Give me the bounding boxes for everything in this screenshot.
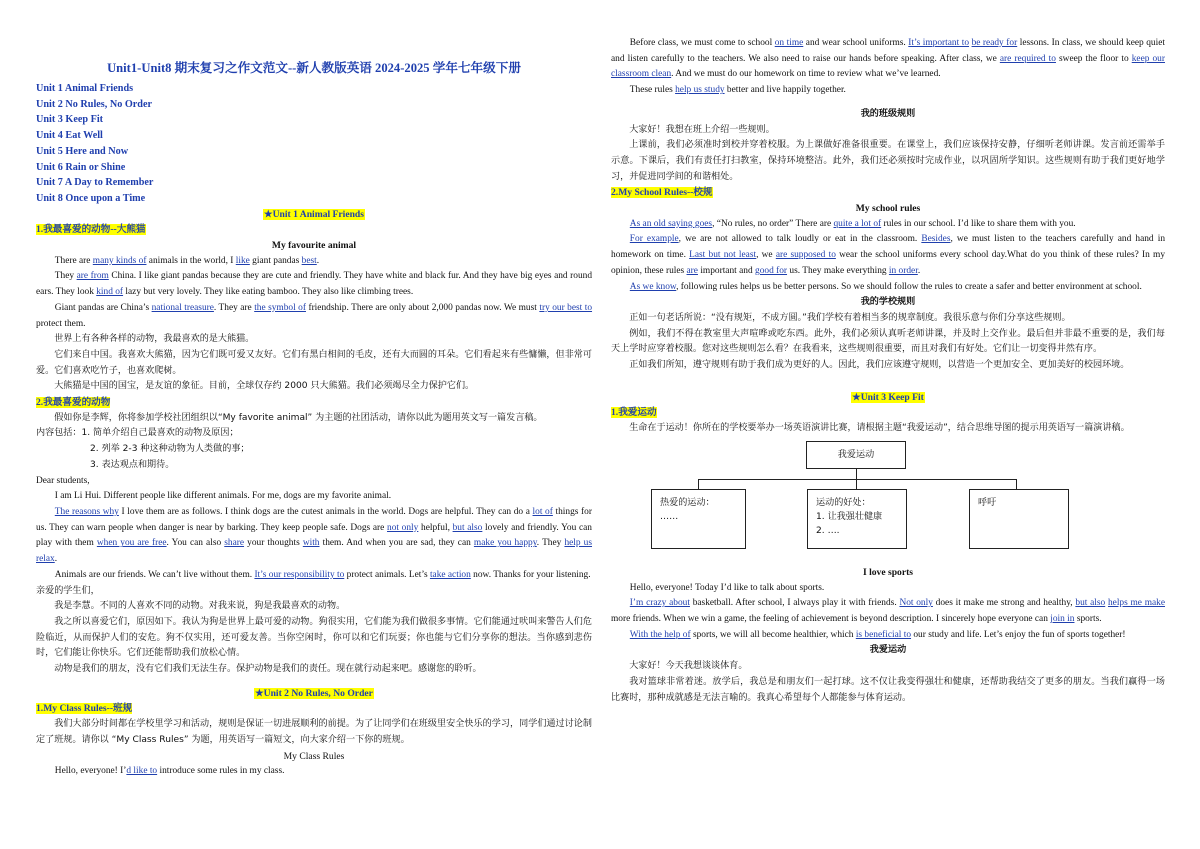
essay-paragraph: They are from China. I like giant pandas because they are cute and friendly. They have white and black fur. And they have big eyes and round ears. They look kind of lazy but very lovely. They like eating bamboo. They also like climbing trees. <box>36 271 593 298</box>
translation-title: 我的班级规则 <box>860 108 916 119</box>
translation-paragraph: 正如我们所知，遵守规则有助于我们成为更好的人。因此，我们应该遵守规则，以营造一个更加安全、更加美好的校园环境。 <box>629 360 1130 371</box>
mind-map <box>611 441 1165 561</box>
translation-paragraph: 大家好！我想在班上介绍一些规则。 <box>629 124 775 135</box>
mind-map-connector <box>856 469 857 479</box>
unit-list-item: Unit 5 Here and Now <box>36 145 129 157</box>
unit-list-item: Unit 7 A Day to Remember <box>36 177 154 189</box>
unit2-section2-heading: 2.My School Rules--校规 <box>611 187 713 199</box>
unit-list-item: Unit 4 Eat Well <box>36 130 103 142</box>
translation-title: 我爱运动 <box>869 645 907 656</box>
translation-paragraph: 动物是我们的朋友，没有它们我们无法生存。保护动物是我们的责任。现在就行动起来吧。感谢您的聆听。 <box>54 664 482 675</box>
mind-map-root: 我爱运动 <box>806 441 906 469</box>
task-prompt: 假如你是李辉，你将参加学校社团组织以“My favorite animal” 为主题的社团活动，请你以此为题用英文写一篇发言稿。 <box>54 412 543 423</box>
essay-title: My school rules <box>855 203 921 215</box>
essay-paragraph: These rules help us study better and live happily together. <box>629 85 846 96</box>
essay-paragraph: Before class, we must come to school on time and wear school uniforms. It’s important to be ready for lessons. In class, we should keep quiet and listen carefully to the teachers. We also need to raise our hands before speaking. After class, we are required to sweep the floor to keep our classroom clean. And we must do our homework on time to review what we’ve learned. <box>611 38 1165 80</box>
essay-paragraph: The reasons why I love them are as follows. I think dogs are the cutest animals in the world. Dogs are helpful. They can do a lot of things for us. They can warn people when danger is near by barking. They keep people safe. Dogs are not only helpful, but also lovely and friendly. You can play with them when you are free. You can also share your thoughts with them. And when you are sad, they can make you happy. They help us relax. <box>36 506 593 565</box>
unit2-heading: ★Unit 2 No Rules, No Order <box>255 687 373 699</box>
translation-paragraph: 上课前，我们必须准时到校并穿着校服。为上课做好准备很重要。在课堂上，我们应该保持安静，仔细听老师讲课。发言前还需举手示意。下课后，我们有责任打扫教室，保持环境整洁。此外，我们还必须按时完成作业，以巩固所学知识。这些规则有助于我们更好地学习，并促进同学间的和谐相处。 <box>611 140 1165 182</box>
task-list-item: 2. 列举 2-3 种这种动物为人类做的事； <box>90 444 250 455</box>
translation-paragraph: 大熊猫是中国的国宝，是友谊的象征。目前，全球仅存约 2000 只大熊猫。我们必须竭尽全力保护它们。 <box>54 381 475 392</box>
letter-greeting: Dear students, <box>36 475 90 486</box>
mind-map-node-benefits: 运动的好处： 1. 让我强壮健康 2. …. <box>807 489 907 549</box>
unit-list <box>36 81 592 207</box>
unit-list-item: Unit 6 Rain or Shine <box>36 161 126 173</box>
task-prompt: 生命在于运动！你所在的学校要举办一场英语演讲比赛，请根据主题“我爱运动”，结合思维导图的提示用英语写一篇演讲稿。 <box>629 423 1130 434</box>
essay-paragraph: There are many kinds of animals in the world, I like giant pandas best. <box>54 255 320 266</box>
essay-paragraph: Hello, everyone! Today I’d like to talk about sports. <box>629 582 825 593</box>
essay-title: My Class Rules <box>283 750 345 762</box>
essay-title: I love sports <box>862 566 914 578</box>
translation-paragraph: 它们来自中国。我喜欢大熊猫，因为它们既可爱又友好。它们有黑白相间的毛皮，还有大而圆的耳朵。它们看起来有些慵懒，但非常可爱。它们喜欢吃竹子，也喜欢爬树。 <box>36 349 592 376</box>
essay-paragraph: With the help of sports, we will all become healthier, which is beneficial to our study and life. Let’s enjoy the fun of sports together! <box>629 629 1126 640</box>
essay-title: My favourite animal <box>271 240 357 252</box>
essay-paragraph: For example, we are not allowed to talk loudly or eat in the classroom. Besides, we must listen to the teachers carefully and hand in homework on time. Last but not least, we are supposed to wear the school uniforms every school day.What do you think of these rules? In my opinion, these rules are important and good for us. They make everything in order. <box>611 234 1166 276</box>
mind-map-node-sports: 热爱的运动： …… <box>651 489 746 549</box>
translation-paragraph: 我是李慧。不同的人喜欢不同的动物。对我来说，狗是我最喜欢的动物。 <box>54 601 346 612</box>
mind-map-connector <box>698 479 699 489</box>
essay-paragraph: I am Li Hui. Different people like different animals. For me, dogs are my favorite animal. <box>54 491 392 502</box>
unit1-heading: ★Unit 1 Animal Friends <box>263 208 365 220</box>
unit2-section1-heading: 1.My Class Rules--班规 <box>36 703 133 715</box>
right-column <box>611 36 1165 706</box>
translation-paragraph: 大家好！今天我想谈谈体育。 <box>629 661 748 672</box>
mind-map-connector <box>698 479 1016 480</box>
translation-paragraph: 世界上有各种各样的动物，我最喜欢的是大熊猫。 <box>54 334 255 345</box>
mind-map-node-appeal: 呼吁 <box>969 489 1069 549</box>
essay-paragraph: Giant pandas are China’s national treasure. They are the symbol of friendship. There are only about 2,000 pandas now. We must try our best to protect them. <box>36 302 593 329</box>
unit-list-item: Unit 8 Once upon a Time <box>36 192 146 204</box>
task-list-item: 3. 表达观点和期待。 <box>90 459 175 470</box>
translation-title: 我的学校规则 <box>860 297 916 308</box>
unit1-section2-heading: 2.我最喜爱的动物 <box>36 397 111 409</box>
document-title: Unit1-Unit8 期末复习之作文范文--新人教版英语 2024-2025 学年七年级下册 <box>107 61 521 75</box>
translation-paragraph: 我之所以喜爱它们，原因如下。我认为狗是世界上最可爱的动物。狗很实用，它们能为我们做很多事情。它们能通过吠叫来警告人们危险临近，从而保护人们的安危。狗不仅实用，还可爱友善。当你空闲时，你可以和它们玩耍；你也能与它们分享你的想法。当你感到悲伤时，它们能让你快乐。它们还能帮助我们放松心情。 <box>36 616 592 659</box>
essay-paragraph: As we know, following rules helps us be better persons. So we should follow the rules to create a safer and better environment at school. <box>629 281 1142 292</box>
translation-paragraph: 亲爱的学生们， <box>36 585 100 596</box>
unit-list-item: Unit 3 Keep Fit <box>36 114 104 126</box>
unit-list-item: Unit 1 Animal Friends <box>36 83 134 94</box>
essay-paragraph: I’m crazy about basketball. After school, I always play it with friends. Not only does it make me strong and healthy, but also helps me make more friends. When we win a game, the feeling of achievement is beyond description. I sincerely hope everyone can join in sports. <box>611 598 1166 624</box>
unit1-section1-heading: 1.我最喜爱的动物--大熊猫 <box>36 224 146 236</box>
translation-paragraph: 我对篮球非常着迷。放学后，我总是和朋友们一起打球。这不仅让我变得强壮和健康，还帮助我结交了更多的朋友。当我们赢得一场比赛时，那种成就感是无法言喻的。我真心希望每个人都能参与体育运动。 <box>611 676 1165 703</box>
mind-map-connector <box>1016 479 1017 489</box>
essay-paragraph: Animals are our friends. We can’t live without them. It’s our responsibility to protect animals. Let’s take action now. Thanks for your listening. <box>54 569 591 580</box>
translation-paragraph: 例如，我们不得在教室里大声喧哗或吃东西。此外，我们必须认真听老师讲课，并及时上交作业。最后但并非最不重要的是，我们每天上学时应穿着校服。您对这些规则怎么看？在我看来，这些规则很重要，而且对我们有好处。它们让一切变得井然有序。 <box>611 328 1165 355</box>
unit3-section1-heading: 1.我爱运动 <box>611 407 657 419</box>
essay-paragraph: As an old saying goes, “No rules, no order” There are quite a lot of rules in our school. I’d like to share them with you. <box>629 218 1076 229</box>
translation-paragraph: 正如一句老话所说：“没有规矩，不成方圆。”我们学校有着相当多的规章制度。我很乐意与你们分享这些规则。 <box>629 312 1071 323</box>
unit3-heading: ★Unit 3 Keep Fit <box>852 391 924 403</box>
task-prompt: 我们大部分时间都在学校里学习和活动，规则是保证一切进展顺利的前提。为了让同学们在班级里安全快乐的学习，同学们通过讨论制定了班规。请你以 “My Class Rules” 为题，用英语写一篇短文，向大家介绍一下你的班规。 <box>36 719 592 745</box>
task-content-label: 内容包括：1. 简单介绍自己最喜欢的动物及原因； <box>36 428 239 439</box>
unit-list-item: Unit 2 No Rules, No Order <box>36 98 153 110</box>
mind-map-connector <box>856 479 857 489</box>
essay-paragraph: Hello, everyone! I’d like to introduce some rules in my class. <box>54 766 285 777</box>
left-column <box>36 60 592 780</box>
